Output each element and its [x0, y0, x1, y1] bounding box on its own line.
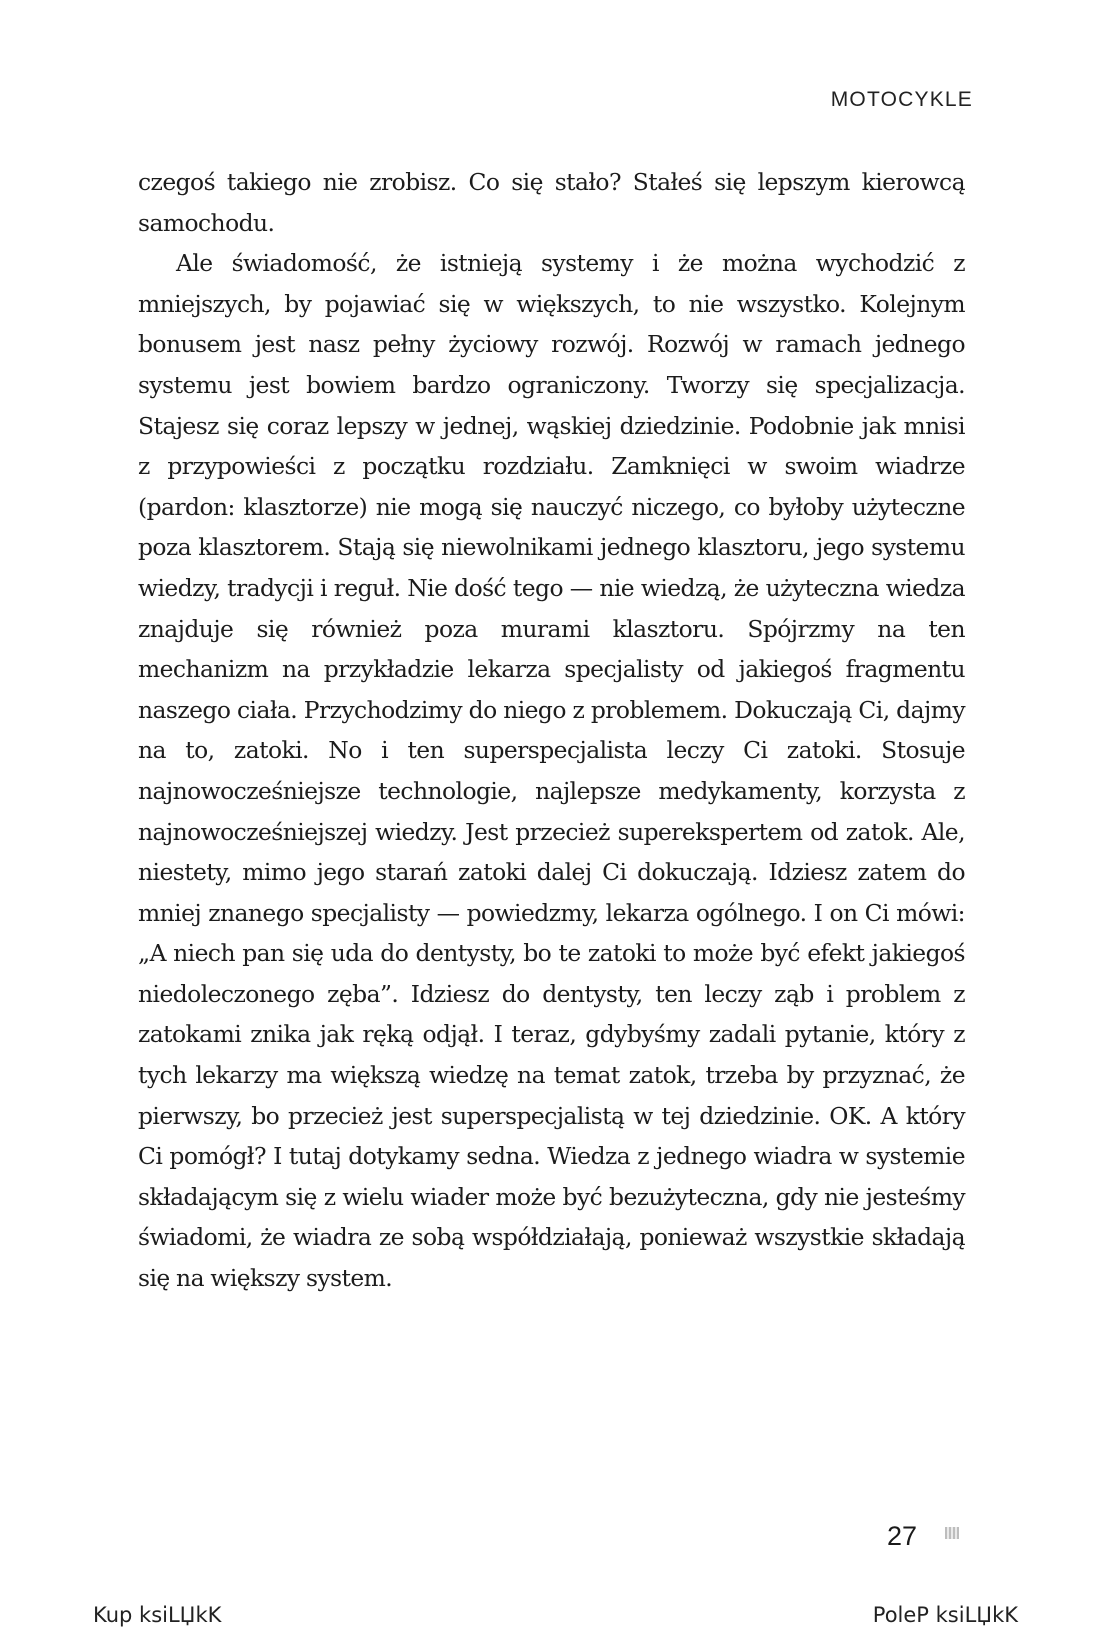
- paragraph: Ale świadomość, że istnieją systemy i że można wychodzić z mniejszych, by pojawiać się w większych, to nie wszystko. Kolejnym bonusem jest nasz pełny życiowy rozwój. Rozwój w ramach jednego systemu jest bowiem bardzo ograniczony. Tworzy się specjalizacja. Stajesz się coraz lepszy w jednej, wąskiej dziedzinie. Podobnie jak mnisi z przypowieści z początku rozdziału. Zamknięci w swoim wiadrze (pardon: klasztorze) nie mogą się nauczyć niczego, co byłoby użyteczne poza klasztorem. Stają się niewolnikami jednego klasztoru, jego systemu wiedzy, tradycji i reguł. Nie dość tego — nie wiedzą, że użyteczna wiedza znajduje się również poza murami klasztoru. Spójrzmy na ten mechanizm na przykładzie lekarza specjalisty od jakiegoś fragmentu naszego ciała. Przychodzimy do niego z problemem. Dokuczają Ci, dajmy na to, zatoki. No i ten superspecjalista leczy Ci zatoki. Stosuje najnowocześniejsze technologie, najlepsze medykamenty, korzysta z najnowocześniejszej wiedzy. Jest przecież superekspertem od zatok. Ale, niestety, mimo jego starań zatoki dalej Ci dokuczają. Idziesz zatem do mniej znanego specjalisty — powiedzmy, lekarza ogólnego. I on Ci mówi: „A niech pan się uda do dentysty, bo te zatoki to może być efekt jakiegoś niedoleczonego zęba”. Idziesz do dentysty, ten leczy ząb i problem z zatokami znika jak ręką odjął. I teraz, gdybyśmy zadali pytanie, który z tych lekarzy ma większą wiedzę na temat zatok, trzeba by przyznać, że pierwszy, bo przecież jest superspecjalistą w tej dziedzinie. OK. A który Ci pomógł? I tutaj dotykamy sedna. Wiedza z jednego wiadra w systemie składającym się z wielu wiader może być bezużyteczna, gdy nie jesteśmy świadomi, że wiadra ze sobą współdziałają, ponieważ wszystkie składają się na większy system.: [138, 249, 965, 1293]
- paragraph: czegoś takiego nie zrobisz. Co się stało? Stałeś się lepszym kierowcą samochodu.: [138, 168, 965, 237]
- recommend-book-link[interactable]: PoleP ksiLЏkK: [872, 1603, 1018, 1627]
- page-number: 27: [887, 1521, 918, 1551]
- corner-mark-icon: [945, 1527, 959, 1539]
- running-header: MOTOCYKLE: [830, 88, 973, 111]
- body-text: [138, 162, 965, 1299]
- buy-book-link[interactable]: Kup ksiLЏkK: [93, 1603, 222, 1627]
